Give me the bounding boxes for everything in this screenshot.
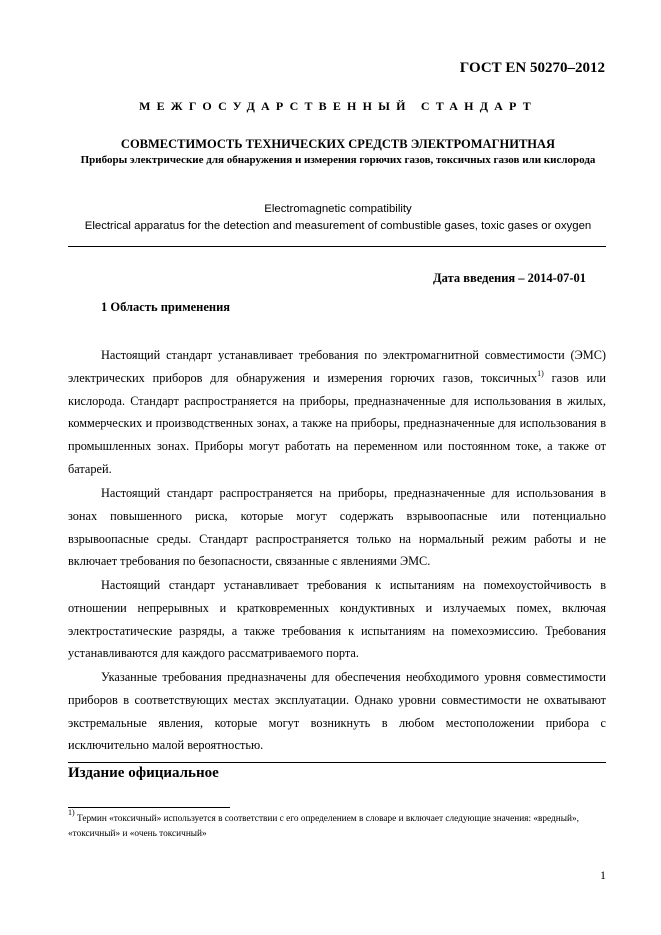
english-title-line-1: Electromagnetic compatibility <box>264 203 412 215</box>
paragraph-3-text: Настоящий стандарт устанавливает требования к испытаниям на помехоустойчивость в отношении непрерывных и кратковременных кондуктивных и излучаемых помех, включая электростатические разряды, а также требования к испытаниям на помехоэмиссию. Требования устанавливаются для каждого рассматриваемого порта. <box>68 578 606 661</box>
footnote <box>68 808 588 842</box>
edition-label: Издание официальное <box>68 765 219 781</box>
paragraph-1-text-a: Настоящий стандарт устанавливает требования по электромагнитной совместимости (ЭМС) электрических приборов для обнаружения и измерения горючих газов, токсичных <box>68 348 606 385</box>
paragraph-1 <box>68 344 606 481</box>
standard-code: ГОСТ EN 50270–2012 <box>459 60 605 76</box>
section-heading: 1 Область применения <box>101 300 231 314</box>
paragraph-2 <box>68 482 606 573</box>
paragraph-4 <box>68 666 606 757</box>
edition-divider <box>68 762 606 763</box>
page-number: 1 <box>600 868 606 882</box>
paragraph-4-text: Указанные требования предназначены для обеспечения необходимого уровня совместимости приборов в соответствующих местах эксплуатации. Однако уровни совместимости не охватывают экстремальные явления, которые могут возникнуть в любом местоположении прибора с исключительно малой вероятностью. <box>68 670 606 753</box>
paragraph-2-text: Настоящий стандарт распространяется на приборы, предназначенные для использования в зонах повышенного риска, которые могут содержать взрывоопасные или потенциально взрывоопасные среды. Стандарт распространяется только на нормальный режим работы и не включает требования по безопасности, связанные с явлениями ЭМС. <box>68 486 606 569</box>
title-divider <box>68 246 606 247</box>
footnote-reference[interactable]: 1) <box>537 368 544 378</box>
introduction-date: Дата введения – 2014-07-01 <box>433 271 586 285</box>
document-subtitle: Приборы электрические для обнаружения и измерения горючих газов, токсичных газов или кислорода <box>80 154 596 166</box>
english-title-line-2: Electrical apparatus for the detection and measurement of combustible gases, toxic gases or oxygen <box>84 220 592 232</box>
document-title: СОВМЕСТИМОСТЬ ТЕХНИЧЕСКИХ СРЕДСТВ ЭЛЕКТРОМАГНИТНАЯ <box>120 137 556 151</box>
footnote-text: Термин «токсичный» используется в соответствии с его определением в словаре и включает следующие значения: «вредный», «токсичный» и «очень токсичный» <box>68 814 579 839</box>
footnote-mark: 1) <box>68 808 75 817</box>
paragraph-3 <box>68 574 606 665</box>
paragraph-1-text-b: газов или кислорода. Стандарт распространяется на приборы, предназначенные для использования в жилых, коммерческих и производственных зонах, а также на приборы, предназначенные для использования в промышленных зонах. Приборы могут работать на переменном или постоянном токе, а также от батарей. <box>68 370 606 476</box>
footnote-divider <box>68 807 230 808</box>
english-title <box>60 201 616 235</box>
interstate-standard-label: МЕЖГОСУДАРСТВЕННЫЙ СТАНДАРТ <box>139 99 537 113</box>
